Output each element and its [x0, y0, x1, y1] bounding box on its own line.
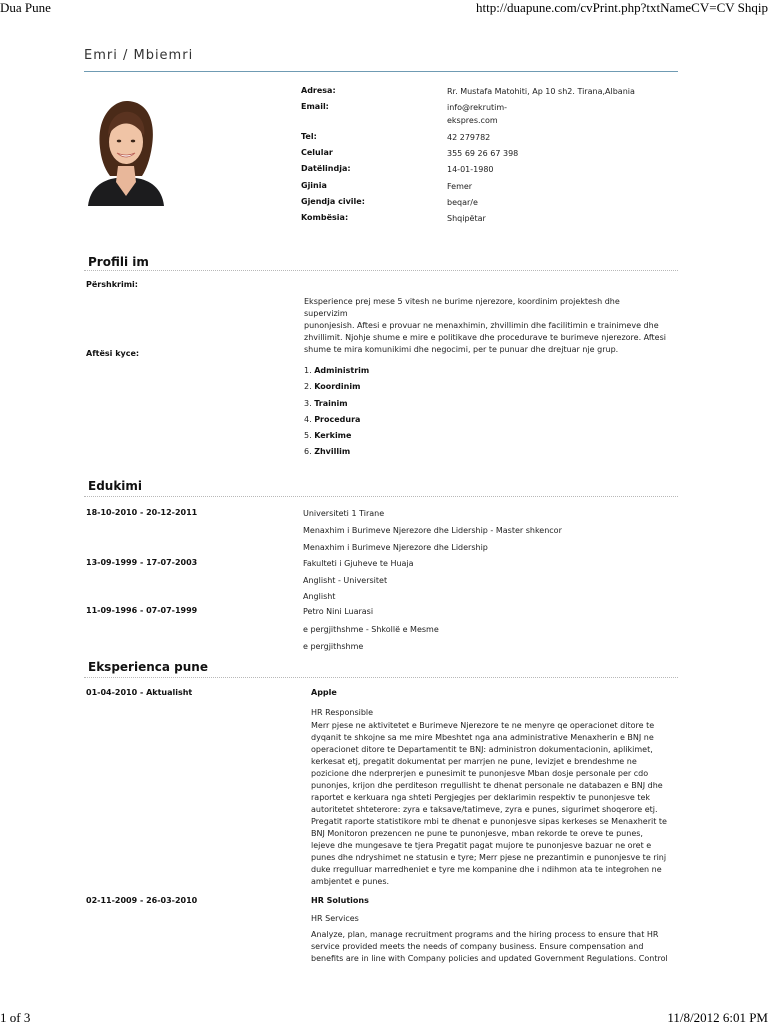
- experience-company-2: HR Solutions: [311, 896, 369, 905]
- education-school-3: Petro Nini Luarasi: [303, 607, 374, 616]
- experience-description-1: Merr pjese ne aktivitetet e Burimeve Njerezore te ne menyre qe operacionet ditore te dyqanit te shkojne sa me mire Mbeshtet nga ana administrative Menaxherin e BNJ ne operacionet ditore te Departamentit te BNJ: administron dokumentacionin, aplikimet, kerkesat etj, pregatit dokumentat per marrjen ne pune, levizjet e brendeshme ne pozicione dhe nderprerjen e punesimit te punonjesve Mban dosje personale per cdo punonjes, krijon dhe perditeson rregullisht te dhenat personale ne databazen e BNJ dhe raportet e kerkuara nga shteti Pergjegjes per deklarimin respektiv te punonjesve tek autoritetet shteterore: zyra e taksave/tatimeve, zyra e punes, sigurimet shoqerore etj. Pregatit raporte statistikore mbi te dhenat e punonjesve sipas kerkeses se Menaxherit te BNJ Monitoron prezencen ne pune te punonjesve, mban rekorde te oreve te punes, lejeve dhe mungesave te tjera Pregatit pagat mujore te punonjesve bazuar ne oret e punes dhe ndryshimet ne statusin e tyre; Merr pjese ne prezantimin e punonjesve te rinj duke rregulluar marredheniet e tyre me kompanine dhe i ndihmon ata te integrohen ne ambjentet e punes.: [311, 721, 667, 886]
- person-photo-icon: [86, 96, 166, 206]
- detail-value-address: Rr. Mustafa Matohiti, Ap 10 sh2. Tirana,Albania: [447, 87, 635, 96]
- section-title-education: Edukimi: [88, 479, 143, 493]
- list-item: 1. Administrim: [304, 366, 370, 375]
- experience-role-1: HR Responsible: [311, 708, 374, 717]
- detail-label-birthdate: Datëlindja:: [301, 164, 351, 173]
- list-item: 6. Zhvillim: [304, 447, 351, 457]
- education-field-2: Anglisht: [303, 592, 336, 601]
- skills-list: [304, 365, 369, 463]
- detail-value-mobile: 355 69 26 67 398: [447, 149, 519, 158]
- name-divider: [84, 71, 678, 72]
- detail-value-email-cont: ekspres.com: [447, 116, 498, 125]
- section-title-profile: Profili im: [88, 255, 149, 269]
- detail-label-nationality: Kombësia:: [301, 213, 349, 222]
- experience-dates-2: 02-11-2009 - 26-03-2010: [86, 896, 198, 905]
- section-divider-profile: [84, 270, 678, 271]
- detail-value-email: info@rekrutim-: [447, 103, 508, 112]
- detail-label-address: Adresa:: [301, 86, 336, 95]
- education-field-1: Menaxhim i Burimeve Njerezore dhe Lidership: [303, 543, 488, 552]
- print-header-title: Dua Pune: [0, 0, 51, 15]
- detail-label-mobile: Celular: [301, 148, 333, 157]
- education-dates-3: 11-09-1996 - 07-07-1999: [86, 606, 198, 615]
- detail-value-civil-status: beqar/e: [447, 198, 478, 207]
- detail-label-tel: Tel:: [301, 132, 317, 141]
- profile-description-label: Përshkrimi:: [86, 280, 138, 289]
- list-item: 5. Kerkime: [304, 431, 352, 441]
- detail-value-gender: Femer: [447, 182, 473, 191]
- detail-value-birthdate: 14-01-1980: [447, 165, 494, 174]
- detail-value-tel: 42 279782: [447, 133, 491, 142]
- education-school-1: Universiteti 1 Tirane: [303, 509, 385, 518]
- print-header-url: http://duapune.com/cvPrint.php?txtNameCV=CV Shqip: [476, 0, 768, 15]
- detail-label-civil-status: Gjendja civile:: [301, 197, 365, 206]
- detail-label-email: Email:: [301, 102, 329, 111]
- education-dates-1: 18-10-2010 - 20-12-2011: [86, 508, 198, 517]
- section-title-experience: Eksperienca pune: [88, 660, 208, 674]
- experience-company-1: Apple: [311, 688, 337, 697]
- education-degree-3: e pergjithshme - Shkollë e Mesme: [303, 625, 439, 634]
- education-school-2: Fakulteti i Gjuheve te Huaja: [303, 559, 414, 568]
- education-degree-2: Anglisht - Universitet: [303, 576, 388, 585]
- detail-label-gender: Gjinia: [301, 181, 327, 190]
- skills-label: Aftësi kyce:: [86, 349, 140, 358]
- list-item: 3. Trainim: [304, 398, 348, 408]
- section-divider-experience: [84, 677, 678, 678]
- section-divider-education: [84, 496, 678, 497]
- detail-value-nationality: Shqipëtar: [447, 214, 486, 223]
- profile-description: Eksperience prej mese 5 vitesh ne burime njerezore, koordinim projektesh dhe supervizim punonjesish. Aftesi e provuar ne menaxhimin, zhvillimin dhe facilitimin e trainimeve dhe zhvillimit. Njohje shume e mire e politikave dhe procedurave te burimeve njerezore. Aftesi shume te mira komunikimi dhe negocimi, per te punuar dhe drejtuar nje grup.: [304, 297, 666, 354]
- education-field-3: e pergjithshme: [303, 642, 364, 651]
- experience-dates-1: 01-04-2010 - Aktualisht: [86, 688, 193, 697]
- education-dates-2: 13-09-1999 - 17-07-2003: [86, 558, 198, 567]
- experience-role-2: HR Services: [311, 914, 359, 923]
- print-footer-page: 1 of 3: [0, 1010, 31, 1025]
- education-degree-1: Menaxhim i Burimeve Njerezore dhe Lidership - Master shkencor: [303, 526, 562, 535]
- print-footer-date: 11/8/2012 6:01 PM: [667, 1010, 768, 1025]
- list-item: 2. Koordinim: [304, 382, 361, 392]
- list-item: 4. Procedura: [304, 414, 361, 424]
- cv-name: Emri / Mbiemri: [84, 48, 194, 63]
- experience-description-2: Analyze, plan, manage recruitment programs and the hiring process to ensure that HR service provided meets the needs of company business. Ensure compensation and benefits are in line with Company policies and updated Government Regulations. Control: [311, 930, 668, 963]
